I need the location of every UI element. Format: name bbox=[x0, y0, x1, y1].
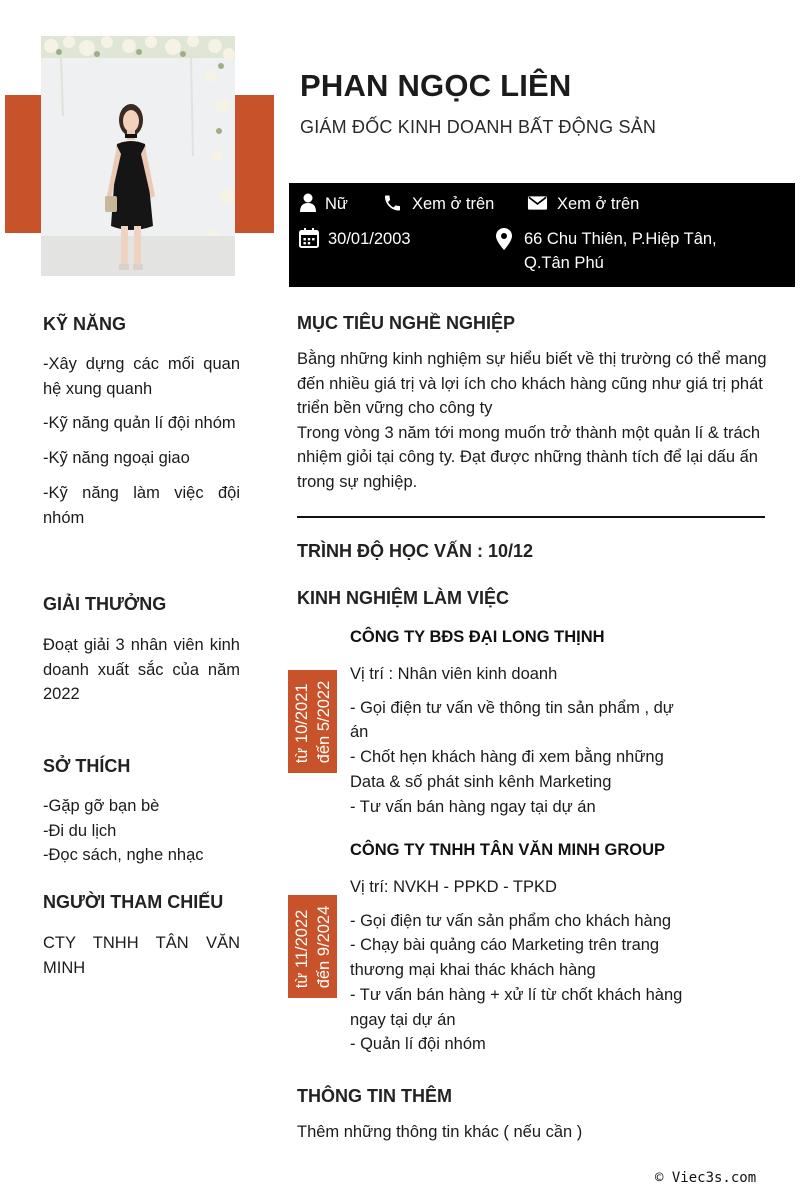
hobbies-list bbox=[43, 794, 240, 868]
profile-photo bbox=[41, 36, 235, 276]
contact-address bbox=[496, 227, 717, 275]
hobby-item: -Đi du lịch bbox=[43, 821, 117, 840]
job-duty: - Quản lí đội nhóm bbox=[350, 1035, 486, 1054]
hobby-item: -Gặp gỡ bạn bè bbox=[43, 797, 160, 815]
skill-item: -Kỹ năng ngoại giao bbox=[43, 449, 190, 468]
hobbies-heading: SỞ THÍCH bbox=[43, 756, 131, 776]
birthday-value: 30/01/2003 bbox=[328, 230, 411, 248]
skill-item: -Kỹ năng quản lí đội nhóm bbox=[43, 414, 236, 433]
skill-item: -Kỹ năng làm việc đội nhóm bbox=[43, 483, 240, 527]
period-from: từ 11/2022 bbox=[292, 909, 311, 988]
job-period-text bbox=[291, 680, 335, 763]
job-duty: - Tư vấn bán hàng ngay tại dự án bbox=[350, 797, 596, 816]
skills-heading: KỸ NĂNG bbox=[43, 314, 127, 334]
objective-paragraph-1: Bằng những kinh nghiệm sự hiểu biết về thị trường có thể mang đến nhiều giá trị và lợi ích cho khách hàng cũng như giá trị phát triển bền vững cho công ty bbox=[297, 350, 767, 418]
candidate-name: PHAN NGỌC LIÊN bbox=[300, 68, 572, 103]
education-heading: TRÌNH ĐỘ HỌC VẤN : 10/12 bbox=[297, 541, 534, 561]
more-info-text: Thêm những thông tin khác ( nếu cần ) bbox=[297, 1123, 583, 1141]
job-position: Vị trí: NVKH - PPKD - TPKD bbox=[350, 878, 557, 896]
contact-email bbox=[527, 192, 639, 216]
job-period-badge bbox=[288, 670, 337, 773]
job-duty: - Tư vấn bán hàng + xử lí từ chốt khách hàng ngay tại dự án bbox=[350, 985, 683, 1029]
contact-birthday bbox=[299, 227, 411, 251]
calendar-icon bbox=[299, 228, 319, 248]
email-icon bbox=[527, 193, 548, 213]
job-title: GIÁM ĐỐC KINH DOANH BẤT ĐỘNG SẢN bbox=[300, 117, 657, 137]
phone-value[interactable]: Xem ở trên bbox=[412, 195, 495, 213]
job-duty: - Gọi điện tư vấn sản phẩm cho khách hàng bbox=[350, 911, 672, 930]
location-pin-icon bbox=[496, 228, 512, 250]
job-period-badge bbox=[288, 895, 337, 998]
job-period-text bbox=[291, 905, 335, 988]
phone-icon bbox=[382, 193, 403, 213]
address-line-2: Q.Tân Phú bbox=[524, 254, 604, 272]
job-duty: - Chốt hẹn khách hàng đi xem bằng những Data & số phát sinh kênh Marketing bbox=[350, 748, 664, 791]
person-icon bbox=[300, 193, 316, 213]
references-heading: NGƯỜI THAM CHIẾU bbox=[43, 892, 224, 912]
skill-item: -Xây dựng các mối quan hệ xung quanh bbox=[43, 355, 240, 398]
email-value[interactable]: Xem ở trên bbox=[557, 195, 640, 213]
profile-photo-illustration bbox=[41, 36, 235, 276]
photo-accent-left bbox=[5, 95, 41, 233]
job-details bbox=[350, 875, 690, 1057]
footer-copyright: © Viec3s.com bbox=[655, 1170, 757, 1186]
job-duty: - Chạy bài quảng cáo Marketing trên trang thương mại khai thác khách hàng bbox=[350, 936, 660, 980]
period-to: đến 9/2024 bbox=[314, 905, 333, 988]
photo-accent-right bbox=[234, 95, 274, 233]
job-duty: - Gọi điện tư vấn về thông tin sản phẩm , dự án bbox=[350, 698, 674, 742]
objective-text bbox=[297, 347, 767, 495]
more-info-heading: THÔNG TIN THÊM bbox=[297, 1086, 452, 1106]
job-company: CÔNG TY TNHH TÂN VĂN MINH GROUP bbox=[350, 841, 666, 859]
section-divider bbox=[297, 516, 765, 518]
period-to: đến 5/2022 bbox=[314, 680, 333, 763]
job-company: CÔNG TY BĐS ĐẠI LONG THỊNH bbox=[350, 628, 605, 646]
references-text: CTY TNHH TÂN VĂN MINH bbox=[43, 934, 240, 977]
job-position: Vị trí : Nhân viên kinh doanh bbox=[350, 665, 558, 683]
contact-gender bbox=[300, 192, 348, 216]
contact-bar bbox=[289, 183, 795, 287]
job-details bbox=[350, 662, 690, 819]
awards-text: Đoạt giải 3 nhân viên kinh doanh xuất sắc của năm 2022 bbox=[43, 636, 240, 704]
skills-list bbox=[43, 352, 240, 540]
objective-heading: MỤC TIÊU NGHỀ NGHIỆP bbox=[297, 313, 516, 333]
gender-value: Nữ bbox=[325, 195, 348, 213]
experience-heading: KINH NGHIỆM LÀM VIỆC bbox=[297, 588, 510, 608]
period-from: từ 10/2021 bbox=[292, 682, 311, 763]
address-line-1: 66 Chu Thiên, P.Hiệp Tân, bbox=[524, 230, 717, 248]
hobby-item: -Đọc sách, nghe nhạc bbox=[43, 846, 204, 865]
awards-heading: GIẢI THƯỞNG bbox=[43, 594, 167, 614]
objective-paragraph-2: Trong vòng 3 năm tới mong muốn trở thành một quản lí & trách nhiệm giỏi tại công ty. Đạt được những thành tích để lại dấu ấn trong sự nghiệp. bbox=[297, 423, 761, 491]
contact-phone bbox=[382, 192, 494, 216]
address-text bbox=[524, 227, 717, 275]
